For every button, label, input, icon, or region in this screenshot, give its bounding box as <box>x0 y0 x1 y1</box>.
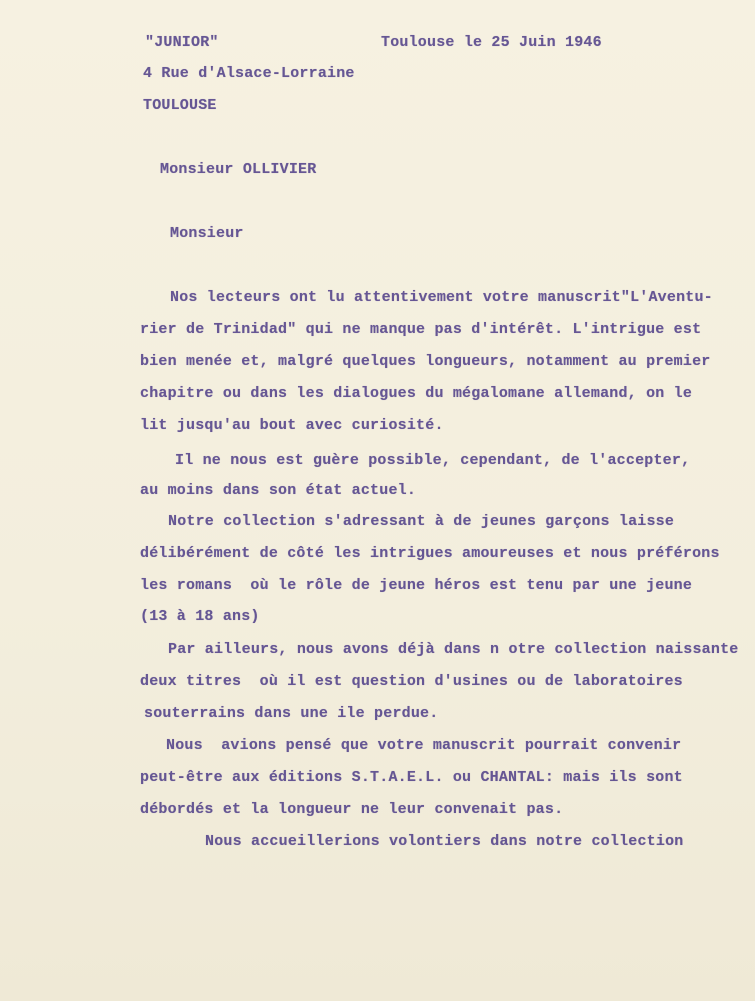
body-line: Nous accueillerions volontiers dans notre collection <box>205 833 684 850</box>
body-line: souterrains dans une ile perdue. <box>144 705 439 722</box>
body-line: peut-être aux éditions S.T.A.E.L. ou CHANTAL: mais ils sont <box>140 769 683 786</box>
recipient: Monsieur OLLIVIER <box>160 161 317 178</box>
body-line: les romans où le rôle de jeune héros est tenu par une jeune <box>140 577 693 594</box>
sender-name: "JUNIOR" <box>145 34 219 51</box>
place-date: Toulouse le 25 Juin 1946 <box>381 34 602 51</box>
body-line: Il ne nous est guère possible, cependant, de l'accepter, <box>175 452 691 469</box>
body-line: rier de Trinidad" qui ne manque pas d'intérêt. L'intrigue est <box>140 321 702 338</box>
body-line: Par ailleurs, nous avons déjà dans n otre collection naissante <box>168 641 739 658</box>
salutation: Monsieur <box>170 225 244 242</box>
address-street: 4 Rue d'Alsace-Lorraine <box>143 65 355 82</box>
body-line: Nous avions pensé que votre manuscrit pourrait convenir <box>166 737 682 754</box>
body-line: deux titres où il est question d'usines ou de laboratoires <box>140 673 683 690</box>
body-line: (13 à 18 ans) <box>140 608 260 625</box>
body-line: au moins dans son état actuel. <box>140 482 417 499</box>
body-line: Notre collection s'adressant à de jeunes garçons laisse <box>168 513 675 530</box>
body-line: débordés et la longueur ne leur convenait pas. <box>140 801 564 818</box>
body-line: lit jusqu'au bout avec curiosité. <box>140 417 444 434</box>
body-line: chapitre ou dans les dialogues du mégalomane allemand, on le <box>140 385 693 402</box>
body-line: délibérément de côté les intrigues amoureuses et nous préférons <box>140 545 720 562</box>
body-line: bien menée et, malgré quelques longueurs, notamment au premier <box>140 353 711 370</box>
body-line: Nos lecteurs ont lu attentivement votre manuscrit"L'Aventu- <box>170 289 713 306</box>
address-city: TOULOUSE <box>143 97 217 114</box>
